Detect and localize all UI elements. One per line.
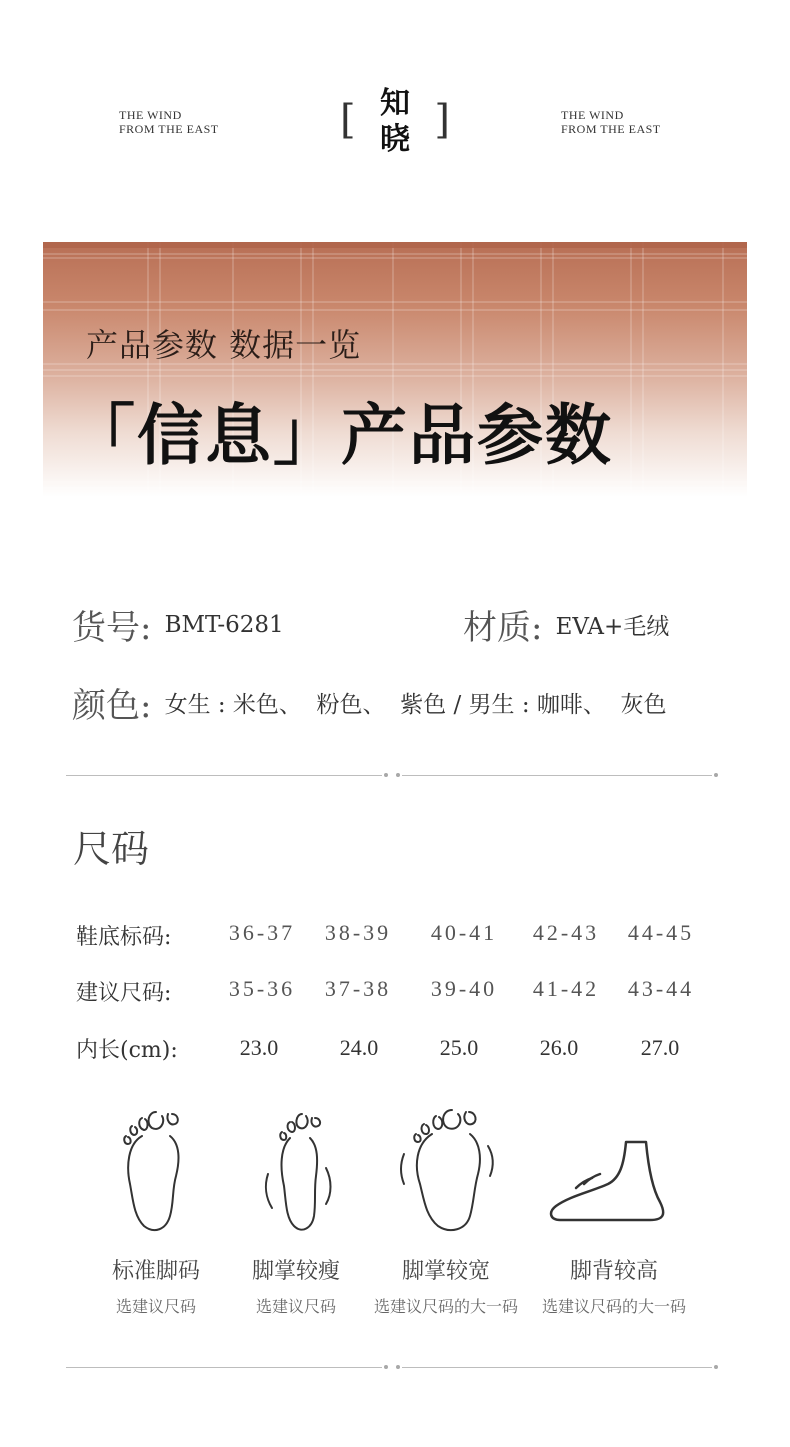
brand-logo xyxy=(340,86,450,160)
foot-type-note: 选建议尺码的大一码 xyxy=(373,1297,518,1316)
size-cell: 26.0 xyxy=(539,1035,579,1060)
size-cell: 39-40 xyxy=(430,976,498,1001)
foot-type-title: 脚掌较瘦 xyxy=(251,1259,340,1284)
color-row xyxy=(72,678,667,727)
divider xyxy=(402,1367,712,1368)
model-label: 货号: xyxy=(72,608,152,648)
size-cell: 25.0 xyxy=(439,1035,479,1060)
high-instep-foot-icon xyxy=(546,1134,676,1229)
size-cell: 42-43 xyxy=(532,920,600,945)
foot-type-note: 选建议尺码 xyxy=(255,1297,336,1316)
brand-name: 知 晓 xyxy=(380,86,410,157)
size-cell: 41-42 xyxy=(532,976,600,1001)
banner-subtitle: 产品参数 数据一览 xyxy=(86,326,362,364)
bracket-left: [ xyxy=(340,97,356,143)
size-cell: 27.0 xyxy=(640,1035,680,1060)
size-title: 尺码 xyxy=(73,827,150,871)
size-cell: 43-44 xyxy=(627,976,695,1001)
color-value: 女生 : 米色、 粉色、 紫色 / 男生 : 咖啡、 灰色 xyxy=(164,692,667,718)
divider-dot xyxy=(396,1365,400,1369)
size-cell: 40-41 xyxy=(430,920,498,945)
banner-title: 「信息」产品参数 xyxy=(69,396,613,474)
material-row xyxy=(463,600,669,649)
model-row xyxy=(72,600,284,649)
foot-type-note: 选建议尺码的大一码 xyxy=(541,1297,686,1316)
size-cell: 38-39 xyxy=(324,920,392,945)
size-row-label: 内长(cm): xyxy=(76,1038,178,1063)
divider-dot xyxy=(384,1365,388,1369)
banner xyxy=(43,242,747,497)
foot-type-note: 选建议尺码 xyxy=(115,1297,196,1316)
size-cell: 24.0 xyxy=(339,1035,379,1060)
size-cell: 37-38 xyxy=(324,976,392,1001)
size-cell: 23.0 xyxy=(239,1035,279,1060)
model-value: BMT-6281 xyxy=(164,611,284,638)
divider xyxy=(402,775,712,776)
divider xyxy=(66,775,382,776)
size-row-label: 鞋底标码: xyxy=(76,925,172,950)
material-value: EVA+毛绒 xyxy=(555,614,670,640)
divider-dot xyxy=(396,773,400,777)
divider-dot xyxy=(384,773,388,777)
size-cell: 44-45 xyxy=(627,920,695,945)
wide-foot-icon xyxy=(396,1104,506,1239)
divider-dot xyxy=(714,773,718,777)
material-label: 材质: xyxy=(463,608,543,648)
color-label: 颜色: xyxy=(72,686,152,726)
tagline-left: THE WIND FROM THE EAST xyxy=(119,108,219,136)
foot-type-title: 标准脚码 xyxy=(111,1259,200,1284)
divider xyxy=(66,1367,382,1368)
foot-type-title: 脚掌较宽 xyxy=(401,1259,490,1284)
size-cell: 36-37 xyxy=(228,920,296,945)
size-row-label: 建议尺码: xyxy=(76,981,172,1006)
divider-dot xyxy=(714,1365,718,1369)
tagline-right: THE WIND FROM THE EAST xyxy=(561,108,661,136)
foot-type-title: 脚背较高 xyxy=(569,1259,658,1284)
bracket-right: ] xyxy=(434,97,450,143)
standard-foot-icon xyxy=(100,1104,210,1239)
size-cell: 35-36 xyxy=(228,976,296,1001)
thin-foot-icon xyxy=(246,1104,356,1239)
